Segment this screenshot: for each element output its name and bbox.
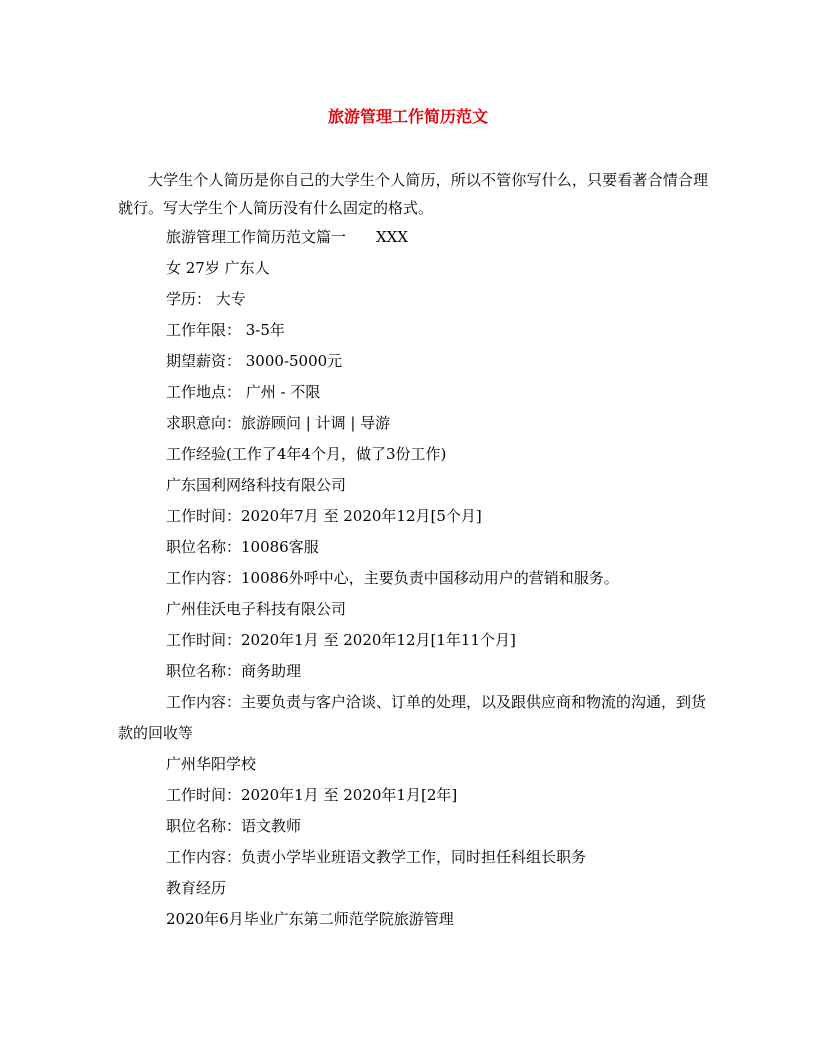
company-2-duties: 工作内容：主要负责与客户洽谈、订单的处理，以及跟供应商和物流的沟通，到货款的回收等 [118, 693, 707, 742]
education-entry: 2020年6月毕业广东第二师范学院旅游管理 [166, 910, 454, 928]
job-intention-line: 求职意向：旅游顾问 | 计调 | 导游 [166, 414, 391, 432]
intro-paragraph: 大学生个人简历是你自己的大学生个人简历，所以不管你写什么，只要看著合情合理就行。写大学生个人简历没有什么固定的格式。 [118, 171, 708, 217]
work-experience-heading: 工作经验(工作了4年4个月，做了3份工作) [166, 445, 447, 463]
company-1-time: 工作时间：2020年7月 至 2020年12月[5个月] [166, 507, 482, 525]
work-location-line: 工作地点： 广州 - 不限 [166, 383, 321, 401]
company-2-position: 职位名称：商务助理 [166, 662, 302, 680]
company-1-duties: 工作内容：10086外呼中心，主要负责中国移动用户的营销和服务。 [166, 569, 619, 587]
company-3-position: 职位名称：语文教师 [166, 817, 302, 835]
document-title: 旅游管理工作简历范文 [327, 107, 488, 126]
company-2-time: 工作时间：2020年1月 至 2020年12月[1年11个月] [166, 631, 516, 649]
personal-info-line: 女 27岁 广东人 [166, 259, 270, 277]
company-2-name: 广州佳沃电子科技有限公司 [166, 600, 347, 618]
expected-salary-line: 期望薪资： 3000-5000元 [166, 352, 343, 370]
resume-heading-line: 旅游管理工作简历范文篇一 XXX [166, 228, 409, 246]
education-heading: 教育经历 [166, 879, 227, 897]
company-1-name: 广东国利网络科技有限公司 [166, 476, 347, 494]
education-level-line: 学历： 大专 [166, 290, 246, 308]
company-3-time: 工作时间：2020年1月 至 2020年1月[2年] [166, 786, 458, 804]
document-body [118, 166, 708, 935]
company-1-position: 职位名称：10086客服 [166, 538, 319, 556]
company-3-duties: 工作内容：负责小学毕业班语文教学工作，同时担任科组长职务 [166, 848, 587, 866]
company-3-name: 广州华阳学校 [166, 755, 257, 773]
work-years-line: 工作年限： 3-5年 [166, 321, 285, 339]
